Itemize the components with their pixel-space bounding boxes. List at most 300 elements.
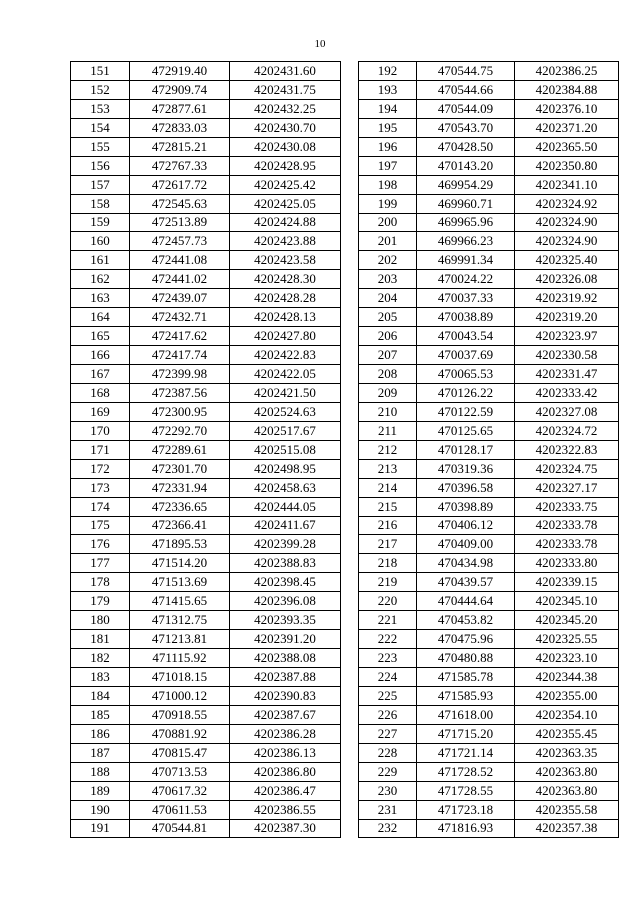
- x-coordinate-cell: 470043.54: [417, 327, 515, 346]
- point-number-cell: 211: [359, 421, 417, 440]
- y-coordinate-cell: 4202371.20: [515, 118, 619, 137]
- table-row: [71, 383, 341, 402]
- x-coordinate-cell: 471415.65: [130, 592, 230, 611]
- point-number-cell: 231: [359, 800, 417, 819]
- table-row: [359, 611, 619, 630]
- y-coordinate-cell: 4202324.75: [515, 459, 619, 478]
- x-coordinate-cell: 470544.66: [417, 80, 515, 99]
- coordinates-table-right: [358, 61, 619, 838]
- y-coordinate-cell: 4202428.30: [230, 270, 341, 289]
- y-coordinate-cell: 4202327.17: [515, 478, 619, 497]
- table-row: [71, 762, 341, 781]
- table-row: [71, 402, 341, 421]
- y-coordinate-cell: 4202333.78: [515, 516, 619, 535]
- y-coordinate-cell: 4202355.45: [515, 724, 619, 743]
- point-number-cell: 216: [359, 516, 417, 535]
- y-coordinate-cell: 4202393.35: [230, 611, 341, 630]
- x-coordinate-cell: 472292.70: [130, 421, 230, 440]
- x-coordinate-cell: 471723.18: [417, 800, 515, 819]
- point-number-cell: 230: [359, 781, 417, 800]
- y-coordinate-cell: 4202431.60: [230, 62, 341, 81]
- x-coordinate-cell: 470038.89: [417, 308, 515, 327]
- x-coordinate-cell: 471585.78: [417, 668, 515, 687]
- y-coordinate-cell: 4202333.80: [515, 554, 619, 573]
- table-row: [359, 402, 619, 421]
- x-coordinate-cell: 470815.47: [130, 743, 230, 762]
- y-coordinate-cell: 4202319.92: [515, 289, 619, 308]
- y-coordinate-cell: 4202345.20: [515, 611, 619, 630]
- table-row: [359, 62, 619, 81]
- point-number-cell: 208: [359, 365, 417, 384]
- point-number-cell: 179: [71, 592, 130, 611]
- x-coordinate-cell: 472331.94: [130, 478, 230, 497]
- table-row: [359, 421, 619, 440]
- x-coordinate-cell: 472289.61: [130, 440, 230, 459]
- x-coordinate-cell: 470126.22: [417, 383, 515, 402]
- x-coordinate-cell: 470428.50: [417, 137, 515, 156]
- y-coordinate-cell: 4202355.58: [515, 800, 619, 819]
- y-coordinate-cell: 4202428.28: [230, 289, 341, 308]
- point-number-cell: 220: [359, 592, 417, 611]
- y-coordinate-cell: 4202323.97: [515, 327, 619, 346]
- point-number-cell: 183: [71, 668, 130, 687]
- table-row: [71, 649, 341, 668]
- point-number-cell: 158: [71, 194, 130, 213]
- table-row: [71, 62, 341, 81]
- point-number-cell: 200: [359, 213, 417, 232]
- y-coordinate-cell: 4202326.08: [515, 270, 619, 289]
- table-row: [71, 232, 341, 251]
- x-coordinate-cell: 471728.55: [417, 781, 515, 800]
- y-coordinate-cell: 4202458.63: [230, 478, 341, 497]
- x-coordinate-cell: 472336.65: [130, 497, 230, 516]
- point-number-cell: 196: [359, 137, 417, 156]
- y-coordinate-cell: 4202517.67: [230, 421, 341, 440]
- table-row: [71, 156, 341, 175]
- y-coordinate-cell: 4202387.88: [230, 668, 341, 687]
- point-number-cell: 194: [359, 99, 417, 118]
- table-row: [359, 762, 619, 781]
- y-coordinate-cell: 4202384.88: [515, 80, 619, 99]
- x-coordinate-cell: 472877.61: [130, 99, 230, 118]
- table-row: [359, 497, 619, 516]
- x-coordinate-cell: 471115.92: [130, 649, 230, 668]
- table-row: [71, 251, 341, 270]
- x-coordinate-cell: 472545.63: [130, 194, 230, 213]
- x-coordinate-cell: 472366.41: [130, 516, 230, 535]
- y-coordinate-cell: 4202498.95: [230, 459, 341, 478]
- table-row: [359, 686, 619, 705]
- point-number-cell: 215: [359, 497, 417, 516]
- y-coordinate-cell: 4202391.20: [230, 630, 341, 649]
- point-number-cell: 169: [71, 402, 130, 421]
- x-coordinate-cell: 471585.93: [417, 686, 515, 705]
- point-number-cell: 210: [359, 402, 417, 421]
- y-coordinate-cell: 4202319.20: [515, 308, 619, 327]
- table-row: [71, 819, 341, 838]
- y-coordinate-cell: 4202339.15: [515, 573, 619, 592]
- y-coordinate-cell: 4202330.58: [515, 346, 619, 365]
- y-coordinate-cell: 4202331.47: [515, 365, 619, 384]
- point-number-cell: 159: [71, 213, 130, 232]
- point-number-cell: 222: [359, 630, 417, 649]
- point-number-cell: 156: [71, 156, 130, 175]
- y-coordinate-cell: 4202390.83: [230, 686, 341, 705]
- point-number-cell: 184: [71, 686, 130, 705]
- point-number-cell: 180: [71, 611, 130, 630]
- point-number-cell: 198: [359, 175, 417, 194]
- table-row: [71, 194, 341, 213]
- point-number-cell: 187: [71, 743, 130, 762]
- point-number-cell: 213: [359, 459, 417, 478]
- point-number-cell: 214: [359, 478, 417, 497]
- point-number-cell: 186: [71, 724, 130, 743]
- table-row: [359, 554, 619, 573]
- point-number-cell: 166: [71, 346, 130, 365]
- point-number-cell: 229: [359, 762, 417, 781]
- y-coordinate-cell: 4202423.88: [230, 232, 341, 251]
- table-row: [359, 327, 619, 346]
- y-coordinate-cell: 4202524.63: [230, 402, 341, 421]
- y-coordinate-cell: 4202387.30: [230, 819, 341, 838]
- point-number-cell: 170: [71, 421, 130, 440]
- table-row: [71, 365, 341, 384]
- table-row: [71, 440, 341, 459]
- point-number-cell: 162: [71, 270, 130, 289]
- y-coordinate-cell: 4202355.00: [515, 686, 619, 705]
- point-number-cell: 192: [359, 62, 417, 81]
- y-coordinate-cell: 4202344.38: [515, 668, 619, 687]
- point-number-cell: 177: [71, 554, 130, 573]
- x-coordinate-cell: 471728.52: [417, 762, 515, 781]
- y-coordinate-cell: 4202432.25: [230, 99, 341, 118]
- x-coordinate-cell: 470143.20: [417, 156, 515, 175]
- table-row: [71, 611, 341, 630]
- point-number-cell: 173: [71, 478, 130, 497]
- table-row: [359, 781, 619, 800]
- x-coordinate-cell: 471895.53: [130, 535, 230, 554]
- y-coordinate-cell: 4202324.90: [515, 213, 619, 232]
- y-coordinate-cell: 4202376.10: [515, 99, 619, 118]
- x-coordinate-cell: 472815.21: [130, 137, 230, 156]
- table-row: [71, 80, 341, 99]
- x-coordinate-cell: 470125.65: [417, 421, 515, 440]
- point-number-cell: 154: [71, 118, 130, 137]
- x-coordinate-cell: 470319.36: [417, 459, 515, 478]
- x-coordinate-cell: 471618.00: [417, 705, 515, 724]
- x-coordinate-cell: 471715.20: [417, 724, 515, 743]
- x-coordinate-cell: 470065.53: [417, 365, 515, 384]
- point-number-cell: 221: [359, 611, 417, 630]
- point-number-cell: 202: [359, 251, 417, 270]
- x-coordinate-cell: 472399.98: [130, 365, 230, 384]
- point-number-cell: 178: [71, 573, 130, 592]
- point-number-cell: 165: [71, 327, 130, 346]
- point-number-cell: 191: [71, 819, 130, 838]
- x-coordinate-cell: 472767.33: [130, 156, 230, 175]
- table-row: [359, 630, 619, 649]
- y-coordinate-cell: 4202431.75: [230, 80, 341, 99]
- point-number-cell: 151: [71, 62, 130, 81]
- x-coordinate-cell: 470453.82: [417, 611, 515, 630]
- table-row: [359, 118, 619, 137]
- table-row: [359, 232, 619, 251]
- table-row: [71, 289, 341, 308]
- point-number-cell: 175: [71, 516, 130, 535]
- x-coordinate-cell: 469966.23: [417, 232, 515, 251]
- y-coordinate-cell: 4202428.13: [230, 308, 341, 327]
- x-coordinate-cell: 470037.33: [417, 289, 515, 308]
- table-row: [71, 478, 341, 497]
- point-number-cell: 188: [71, 762, 130, 781]
- y-coordinate-cell: 4202387.67: [230, 705, 341, 724]
- y-coordinate-cell: 4202363.80: [515, 781, 619, 800]
- y-coordinate-cell: 4202333.42: [515, 383, 619, 402]
- y-coordinate-cell: 4202350.80: [515, 156, 619, 175]
- table-row: [71, 308, 341, 327]
- table-row: [71, 346, 341, 365]
- x-coordinate-cell: 470122.59: [417, 402, 515, 421]
- table-row: [71, 516, 341, 535]
- point-number-cell: 174: [71, 497, 130, 516]
- point-number-cell: 228: [359, 743, 417, 762]
- x-coordinate-cell: 470544.09: [417, 99, 515, 118]
- point-number-cell: 225: [359, 686, 417, 705]
- x-coordinate-cell: 470409.00: [417, 535, 515, 554]
- table-row: [71, 573, 341, 592]
- y-coordinate-cell: 4202515.08: [230, 440, 341, 459]
- table-row: [359, 156, 619, 175]
- point-number-cell: 176: [71, 535, 130, 554]
- point-number-cell: 199: [359, 194, 417, 213]
- table-row: [359, 819, 619, 838]
- point-number-cell: 224: [359, 668, 417, 687]
- coordinates-table-right-body: [359, 62, 619, 838]
- point-number-cell: 160: [71, 232, 130, 251]
- x-coordinate-cell: 470406.12: [417, 516, 515, 535]
- y-coordinate-cell: 4202327.08: [515, 402, 619, 421]
- point-number-cell: 197: [359, 156, 417, 175]
- y-coordinate-cell: 4202363.35: [515, 743, 619, 762]
- table-row: [71, 421, 341, 440]
- table-row: [71, 118, 341, 137]
- x-coordinate-cell: 472439.07: [130, 289, 230, 308]
- point-number-cell: 217: [359, 535, 417, 554]
- table-row: [359, 705, 619, 724]
- point-number-cell: 206: [359, 327, 417, 346]
- y-coordinate-cell: 4202386.55: [230, 800, 341, 819]
- y-coordinate-cell: 4202411.67: [230, 516, 341, 535]
- coordinates-table-left-body: [71, 62, 341, 838]
- x-coordinate-cell: 469965.96: [417, 213, 515, 232]
- y-coordinate-cell: 4202324.92: [515, 194, 619, 213]
- point-number-cell: 226: [359, 705, 417, 724]
- x-coordinate-cell: 472387.56: [130, 383, 230, 402]
- x-coordinate-cell: 470434.98: [417, 554, 515, 573]
- y-coordinate-cell: 4202422.05: [230, 365, 341, 384]
- y-coordinate-cell: 4202428.95: [230, 156, 341, 175]
- y-coordinate-cell: 4202425.05: [230, 194, 341, 213]
- x-coordinate-cell: 470398.89: [417, 497, 515, 516]
- x-coordinate-cell: 470396.58: [417, 478, 515, 497]
- y-coordinate-cell: 4202423.58: [230, 251, 341, 270]
- x-coordinate-cell: 470881.92: [130, 724, 230, 743]
- x-coordinate-cell: 470480.88: [417, 649, 515, 668]
- x-coordinate-cell: 472301.70: [130, 459, 230, 478]
- point-number-cell: 181: [71, 630, 130, 649]
- y-coordinate-cell: 4202322.83: [515, 440, 619, 459]
- table-row: [359, 440, 619, 459]
- y-coordinate-cell: 4202386.80: [230, 762, 341, 781]
- y-coordinate-cell: 4202324.90: [515, 232, 619, 251]
- y-coordinate-cell: 4202427.80: [230, 327, 341, 346]
- y-coordinate-cell: 4202341.10: [515, 175, 619, 194]
- point-number-cell: 227: [359, 724, 417, 743]
- x-coordinate-cell: 471000.12: [130, 686, 230, 705]
- table-row: [359, 308, 619, 327]
- y-coordinate-cell: 4202325.40: [515, 251, 619, 270]
- y-coordinate-cell: 4202386.47: [230, 781, 341, 800]
- table-row: [359, 251, 619, 270]
- table-row: [359, 573, 619, 592]
- point-number-cell: 155: [71, 137, 130, 156]
- table-row: [359, 743, 619, 762]
- table-row: [71, 554, 341, 573]
- table-row: [71, 668, 341, 687]
- table-row: [71, 270, 341, 289]
- table-row: [359, 800, 619, 819]
- x-coordinate-cell: 470475.96: [417, 630, 515, 649]
- x-coordinate-cell: 472457.73: [130, 232, 230, 251]
- x-coordinate-cell: 470544.75: [417, 62, 515, 81]
- point-number-cell: 232: [359, 819, 417, 838]
- table-row: [71, 781, 341, 800]
- point-number-cell: 212: [359, 440, 417, 459]
- y-coordinate-cell: 4202323.10: [515, 649, 619, 668]
- table-row: [359, 80, 619, 99]
- x-coordinate-cell: 472300.95: [130, 402, 230, 421]
- y-coordinate-cell: 4202345.10: [515, 592, 619, 611]
- x-coordinate-cell: 469954.29: [417, 175, 515, 194]
- x-coordinate-cell: 472417.62: [130, 327, 230, 346]
- x-coordinate-cell: 471312.75: [130, 611, 230, 630]
- y-coordinate-cell: 4202430.08: [230, 137, 341, 156]
- point-number-cell: 185: [71, 705, 130, 724]
- x-coordinate-cell: 472441.08: [130, 251, 230, 270]
- table-row: [71, 137, 341, 156]
- x-coordinate-cell: 470611.53: [130, 800, 230, 819]
- x-coordinate-cell: 469960.71: [417, 194, 515, 213]
- table-row: [71, 459, 341, 478]
- table-row: [359, 724, 619, 743]
- x-coordinate-cell: 472513.89: [130, 213, 230, 232]
- table-row: [359, 592, 619, 611]
- page-number: 10: [314, 38, 326, 50]
- y-coordinate-cell: 4202325.55: [515, 630, 619, 649]
- x-coordinate-cell: 470128.17: [417, 440, 515, 459]
- point-number-cell: 223: [359, 649, 417, 668]
- point-number-cell: 218: [359, 554, 417, 573]
- point-number-cell: 189: [71, 781, 130, 800]
- table-row: [359, 99, 619, 118]
- table-row: [359, 365, 619, 384]
- table-row: [359, 175, 619, 194]
- y-coordinate-cell: 4202386.13: [230, 743, 341, 762]
- y-coordinate-cell: 4202365.50: [515, 137, 619, 156]
- y-coordinate-cell: 4202363.80: [515, 762, 619, 781]
- y-coordinate-cell: 4202333.78: [515, 535, 619, 554]
- y-coordinate-cell: 4202357.38: [515, 819, 619, 838]
- x-coordinate-cell: 471514.20: [130, 554, 230, 573]
- x-coordinate-cell: 470544.81: [130, 819, 230, 838]
- point-number-cell: 172: [71, 459, 130, 478]
- x-coordinate-cell: 470024.22: [417, 270, 515, 289]
- table-row: [359, 649, 619, 668]
- y-coordinate-cell: 4202386.28: [230, 724, 341, 743]
- x-coordinate-cell: 472432.71: [130, 308, 230, 327]
- table-row: [359, 478, 619, 497]
- table-row: [359, 383, 619, 402]
- point-number-cell: 207: [359, 346, 417, 365]
- x-coordinate-cell: 471018.15: [130, 668, 230, 687]
- y-coordinate-cell: 4202333.75: [515, 497, 619, 516]
- x-coordinate-cell: 472919.40: [130, 62, 230, 81]
- y-coordinate-cell: 4202444.05: [230, 497, 341, 516]
- point-number-cell: 205: [359, 308, 417, 327]
- table-row: [359, 459, 619, 478]
- x-coordinate-cell: 469991.34: [417, 251, 515, 270]
- table-row: [359, 194, 619, 213]
- y-coordinate-cell: 4202388.08: [230, 649, 341, 668]
- point-number-cell: 219: [359, 573, 417, 592]
- point-number-cell: 182: [71, 649, 130, 668]
- table-row: [71, 743, 341, 762]
- x-coordinate-cell: 472909.74: [130, 80, 230, 99]
- table-row: [71, 535, 341, 554]
- point-number-cell: 152: [71, 80, 130, 99]
- x-coordinate-cell: 472417.74: [130, 346, 230, 365]
- y-coordinate-cell: 4202354.10: [515, 705, 619, 724]
- x-coordinate-cell: 471816.93: [417, 819, 515, 838]
- table-row: [359, 137, 619, 156]
- point-number-cell: 167: [71, 365, 130, 384]
- y-coordinate-cell: 4202425.42: [230, 175, 341, 194]
- y-coordinate-cell: 4202396.08: [230, 592, 341, 611]
- x-coordinate-cell: 472833.03: [130, 118, 230, 137]
- point-number-cell: 171: [71, 440, 130, 459]
- x-coordinate-cell: 470444.64: [417, 592, 515, 611]
- x-coordinate-cell: 470918.55: [130, 705, 230, 724]
- y-coordinate-cell: 4202430.70: [230, 118, 341, 137]
- table-row: [359, 346, 619, 365]
- y-coordinate-cell: 4202386.25: [515, 62, 619, 81]
- point-number-cell: 195: [359, 118, 417, 137]
- x-coordinate-cell: 470439.57: [417, 573, 515, 592]
- x-coordinate-cell: 470543.70: [417, 118, 515, 137]
- table-row: [71, 99, 341, 118]
- table-row: [71, 327, 341, 346]
- table-row: [71, 705, 341, 724]
- x-coordinate-cell: 471513.69: [130, 573, 230, 592]
- point-number-cell: 204: [359, 289, 417, 308]
- point-number-cell: 153: [71, 99, 130, 118]
- point-number-cell: 203: [359, 270, 417, 289]
- table-row: [71, 213, 341, 232]
- point-number-cell: 190: [71, 800, 130, 819]
- y-coordinate-cell: 4202421.50: [230, 383, 341, 402]
- point-number-cell: 157: [71, 175, 130, 194]
- x-coordinate-cell: 470037.69: [417, 346, 515, 365]
